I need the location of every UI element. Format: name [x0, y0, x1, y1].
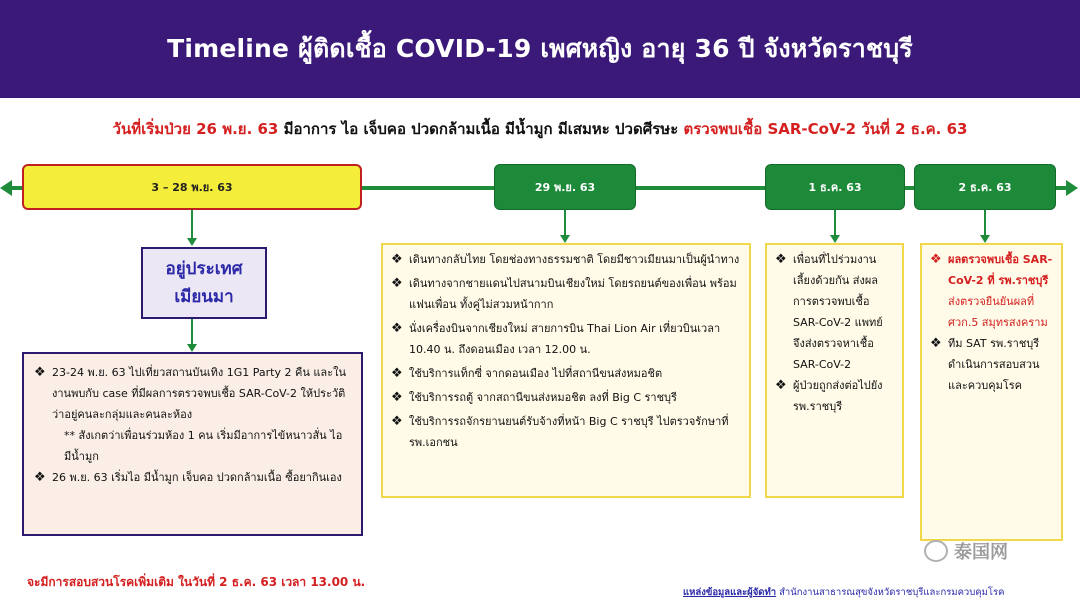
- chat-bubble-icon: [924, 540, 948, 562]
- onset-date: วันที่เริ่มป่วย 26 พ.ย. 63: [112, 120, 279, 138]
- date-box-29-nov: 29 พ.ย. 63: [494, 164, 636, 210]
- list-item: [391, 273, 741, 315]
- list-item: [391, 411, 741, 453]
- card2-item-6: ใช้บริการรถจักรยานยนต์รับจ้างที่หน้า Big C ราชบุรี ไปตรวจรักษาที่ รพ.เอกชน: [409, 415, 729, 449]
- diamond-bullet-icon: ❖: [391, 366, 403, 381]
- list-item: [34, 362, 351, 425]
- card1-item-1: 23-24 พ.ย. 63 ไปเที่ยวสถานบันเทิง 1G1 Party 2 คืน และในงานพบกับ case ที่มีผลการตรวจพบเชื้อ SAR-CoV-2 ให้ประวัติว่าอยู่คนละกลุ่มและคนละห้อง: [52, 366, 346, 421]
- onset-detection: ตรวจพบเชื้อ SAR-CoV-2 วันที่ 2 ธ.ค. 63: [683, 120, 968, 138]
- diamond-bullet-icon: ❖: [391, 321, 403, 336]
- watermark-text: 泰国网: [954, 542, 1008, 563]
- diamond-bullet-icon: ❖: [391, 276, 403, 291]
- card4-confirm: ส่งตรวจยืนยันผลที่ ศวก.5 สมุทรสงคราม: [948, 295, 1048, 329]
- card1-note: ** สังเกตว่าเพื่อนร่วมห้อง 1 คน เริ่มมีอาการไข้หนาวสั่น ไอ มีน้ำมูก: [64, 429, 343, 463]
- card1-item-2: 26 พ.ย. 63 เริ่มไอ มีน้ำมูก เจ็บคอ ปวดกล้ามเนื้อ ซื้อยากินเอง: [52, 471, 342, 484]
- source-value: สำนักงานสาธารณสุขจังหวัดราชบุรีและกรมควบคุมโรค: [776, 587, 1005, 598]
- country-line-2: เมียนมา: [174, 287, 234, 307]
- onset-symptoms: มีอาการ ไอ เจ็บคอ ปวดกล้ามเนื้อ มีน้ำมูก มีเสมหะ ปวดศีรษะ: [278, 120, 684, 138]
- card3-item-1: เพื่อนที่ไปร่วมงานเลี้ยงด้วยกัน ส่งผลการตรวจพบเชื้อ SAR-CoV-2 แพทย์จึงส่งตรวจหาเชื้อ SAR-CoV-2: [793, 253, 883, 371]
- diamond-bullet-icon: ❖: [930, 336, 942, 351]
- list-item: [775, 375, 894, 417]
- footer-followup-note: จะมีการสอบสวนโรคเพิ่มเติม ในวันที่ 2 ธ.ค. 63 เวลา 13.00 น.: [27, 575, 366, 589]
- card2-item-2: เดินทางจากชายแดนไปสนามบินเชียงใหม่ โดยรถยนต์ของเพื่อน พร้อมแฟนเพื่อน ทั้งคู่ไม่สวมหน้ากาก: [409, 277, 737, 311]
- list-item: [930, 333, 1053, 396]
- footer-source: [683, 585, 1004, 600]
- connector-arrow-3-icon: [560, 235, 570, 243]
- card4-result: ผลตรวจพบเชื้อ SAR-CoV-2 ที่ รพ.ราชบุรี: [948, 253, 1053, 287]
- diamond-bullet-icon: ❖: [34, 470, 46, 485]
- onset-summary: [0, 117, 1080, 141]
- country-box-myanmar: [141, 247, 267, 319]
- card-29-nov-travel: [381, 243, 751, 498]
- card2-item-4: ใช้บริการแท็กซี่ จากดอนเมือง ไปที่สถานีขนส่งหมอชิต: [409, 367, 663, 380]
- list-item: [391, 387, 741, 408]
- diamond-bullet-icon: ❖: [391, 390, 403, 405]
- timeline-arrow-left-icon: [0, 180, 12, 196]
- connector-line-3: [564, 210, 566, 236]
- connector-line-1: [191, 210, 193, 238]
- list-item: [930, 249, 1053, 333]
- card2-item-3: นั่งเครื่องบินจากเชียงใหม่ สายการบิน Thai Lion Air เที่ยวบินเวลา 10.40 น. ถึงดอนเมือง เวลา 12.00 น.: [409, 322, 721, 356]
- date-box-1-dec: 1 ธ.ค. 63: [765, 164, 905, 210]
- card-2-dec: [920, 243, 1063, 541]
- connector-arrow-4-icon: [830, 235, 840, 243]
- connector-arrow-5-icon: [980, 235, 990, 243]
- header-banner: [0, 0, 1080, 98]
- page-title: Timeline ผู้ติดเชื้อ COVID-19 เพศหญิง อายุ 36 ปี จังหวัดราชบุรี: [167, 34, 913, 63]
- watermark: [924, 538, 1008, 564]
- card2-item-1: เดินทางกลับไทย โดยช่องทางธรรมชาติ โดยมีชาวเมียนมาเป็นผู้นำทาง: [409, 253, 740, 266]
- connector-arrow-2-icon: [187, 344, 197, 352]
- list-item: [391, 363, 741, 384]
- card4-item-2: ทีม SAT รพ.ราชบุรี ดำเนินการสอบสวนและควบคุมโรค: [948, 337, 1040, 392]
- list-item: [391, 249, 741, 270]
- card2-item-5: ใช้บริการรถตู้ จากสถานีขนส่งหมอชิต ลงที่ Big C ราชบุรี: [409, 391, 677, 404]
- list-item: [775, 249, 894, 375]
- country-line-1: อยู่ประเทศ: [165, 259, 243, 279]
- diamond-bullet-icon: ❖: [930, 252, 942, 267]
- card3-item-2: ผู้ป่วยถูกส่งต่อไปยัง รพ.ราชบุรี: [793, 379, 883, 413]
- card-1-dec: [765, 243, 904, 498]
- date-box-2-dec: 2 ธ.ค. 63: [914, 164, 1056, 210]
- date-box-3-28-nov: 3 – 28 พ.ย. 63: [22, 164, 362, 210]
- connector-line-2: [191, 319, 193, 344]
- diamond-bullet-icon: ❖: [34, 365, 46, 380]
- connector-arrow-1-icon: [187, 238, 197, 246]
- diamond-bullet-icon: ❖: [775, 378, 787, 393]
- diamond-bullet-icon: ❖: [775, 252, 787, 267]
- connector-line-5: [984, 210, 986, 236]
- timeline-arrow-right-icon: [1066, 180, 1078, 196]
- card-nov-activities: [22, 352, 363, 536]
- diamond-bullet-icon: ❖: [391, 252, 403, 267]
- source-label: แหล่งข้อมูลและผู้จัดทำ: [683, 587, 777, 598]
- connector-line-4: [834, 210, 836, 236]
- diamond-bullet-icon: ❖: [391, 414, 403, 429]
- list-item: [34, 467, 351, 488]
- list-item: [391, 318, 741, 360]
